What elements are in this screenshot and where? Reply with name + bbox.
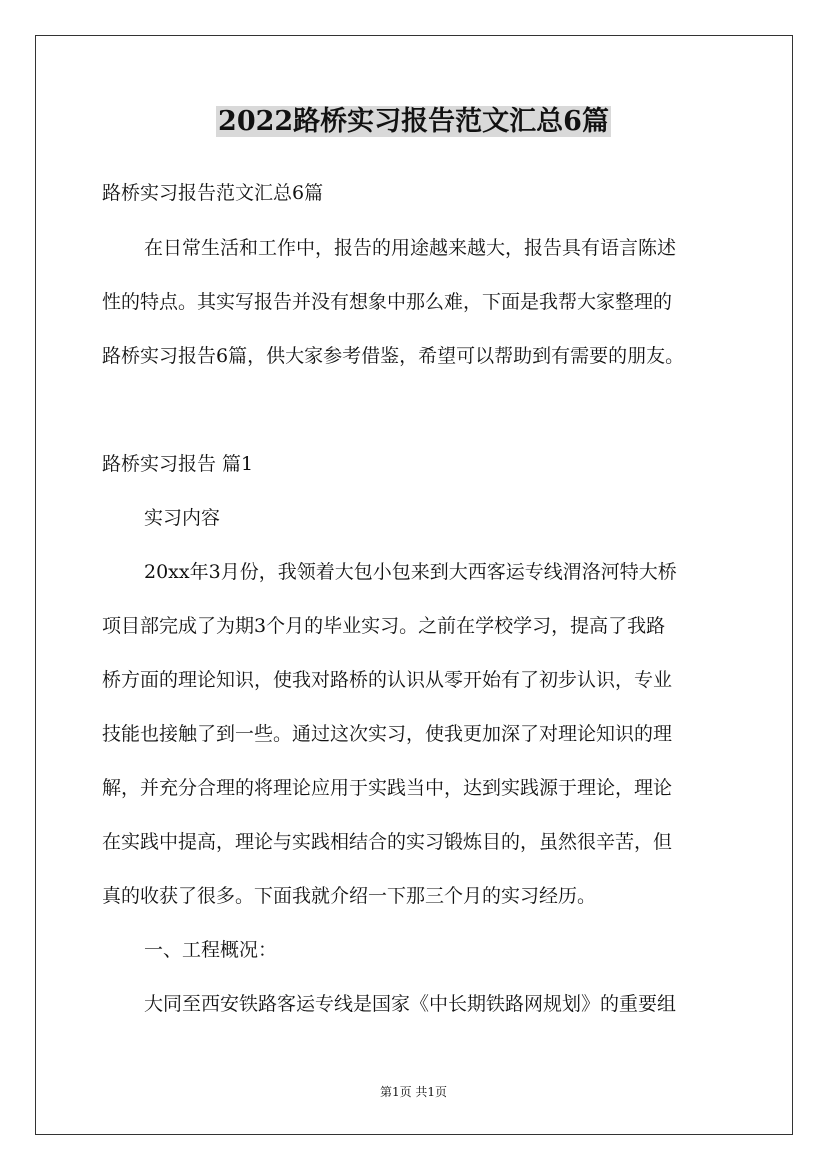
body-line-6: 在实践中提高，理论与实践相结合的实习锻炼目的，虽然很辛苦，但 <box>102 831 673 853</box>
body-line-5: 解，并充分合理的将理论应用于实践当中，达到实践源于理论，理论 <box>102 777 673 799</box>
intro-line-1: 在日常生活和工作中，报告的用途越来越大，报告具有语言陈述 <box>144 237 677 259</box>
page-footer: 第1页 共1页 <box>379 1085 448 1099</box>
body-line-8: 大同至西安铁路客运专线是国家《中长期铁路网规划》的重要组 <box>144 993 677 1015</box>
document-title <box>0 103 827 141</box>
body-line-2: 项目部完成了为期3个月的毕业实习。之前在学校学习，提高了我路 <box>102 615 666 637</box>
sub-heading: 实习内容 <box>144 507 221 529</box>
intro-line-2: 性的特点。其实写报告并没有想象中那么难，下面是我帮大家整理的 <box>102 291 673 313</box>
body-line-4: 技能也接触了到一些。通过这次实习，使我更加深了对理论知识的理 <box>102 723 673 745</box>
body-line-1: 20xx年3月份，我领着大包小包来到大西客运专线渭洛河特大桥 <box>144 561 677 583</box>
section-heading: 路桥实习报告 篇1 <box>102 453 254 475</box>
document-title-text: 2022路桥实习报告范文汇总6篇 <box>218 106 609 137</box>
document-subtitle: 路桥实习报告范文汇总6篇 <box>102 182 324 204</box>
intro-line-3: 路桥实习报告6篇，供大家参考借鉴，希望可以帮助到有需要的朋友。 <box>102 345 685 367</box>
body-line-3: 桥方面的理论知识，使我对路桥的认识从零开始有了初步认识，专业 <box>102 669 673 691</box>
body-line-7: 真的收获了很多。下面我就介绍一下那三个月的实习经历。 <box>102 885 597 907</box>
section-item: 一、工程概况： <box>144 939 278 961</box>
